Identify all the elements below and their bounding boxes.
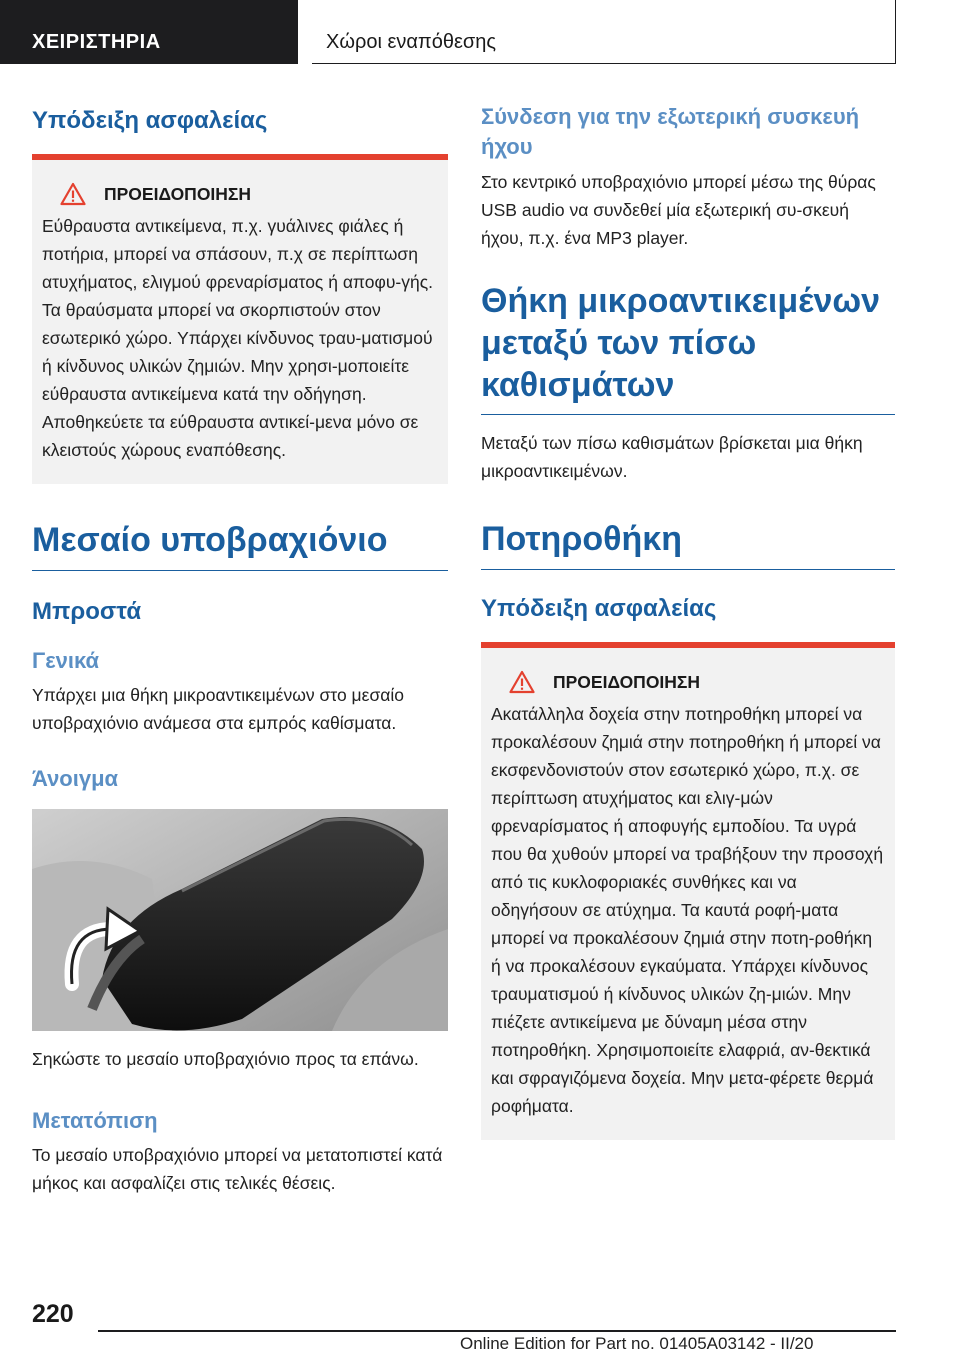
usb-heading: Σύνδεση για την εξωτερική συσκευή ήχου [481,104,860,159]
armrest-photo [32,809,448,1031]
opening-heading: Άνοιγμα [32,766,119,791]
warning-box-2 [481,648,895,1140]
footer-divider [98,1330,896,1332]
shift-heading: Μετατόπιση [32,1108,158,1133]
page-number: 220 [32,1300,74,1328]
cupholder-heading: Ποτηροθήκη [481,517,895,570]
warning-title [60,182,438,206]
left-column [32,96,448,1197]
warning-text-2: Ακατάλληλα δοχεία στην ποτηροθήκη μπορεί να προκαλέσουν ζημιά στην ποτηροθήκη ή μπορεί να εκσφενδονιστούν στον εσωτερικό χώρο, π.χ. σε περίπτωση ατυχήματος και ελιγ-μών φρεναρίσματος ή αποφυγής εμποδίου. Τα υγρά που θα χυθούν μπορεί να τραβήξουν την προσοχή από τις κυκλοφοριακές συνθήκες και να οδηγήσουν σε ατύχημα. Τα καυτά ροφή-ματα μπορεί να προκαλέσουν ζημιά στην ποτη-ροθήκη ή να προκαλέσουν εγκαύματα. Υπάρχει κίνδυνος τραυματισμού ή κίνδυνος υλικών ζη-μιών. Μην πιέζετε αντικείμενα με δύναμη μέσα στην ποτηροθήκη. Χρησιμοποιείτε ελαφριά, αν-θεκτικά και σφραγιζόμενα δοχεία. Μην μετα-φέρετε θερμά ροφήματα. [491,704,884,1116]
warning-title-text: ΠΡΟΕΙΔΟΠΟΙΗΣΗ [104,183,252,204]
shift-text: Το μεσαίο υποβραχιόνιο μπορεί να μετατοπιστεί κατά μήκος και ασφαλίζει στις τελικές θέσεις. [32,1145,443,1193]
warning-text: Εύθραυστα αντικείμενα, π.χ. γυάλινες φιάλες ή ποτήρια, μπορεί να σπάσουν, π.χ σε περίπτωση ατυχήματος, ελιγμού φρεναρίσματος ή αποφυ-γής. Τα θραύσματα μπορεί να σκορπιστούν στον εσωτερικό χώρο. Υπάρχει κίνδυνος τραυ-ματισμού ή κίνδυνος υλικών ζημιών. Μην χρησι-μοποιείτε εύθραυστα αντικείμενα κατά την οδήγηση. Αποθηκεύετε τα εύθραυστα αντικεί-μενα μόνο σε κλειστούς χώρους εναπόθεσης. [42,216,434,460]
footer-edition: Online Edition for Part no. 01405A03142 - II/20 [460,1334,814,1353]
safety-heading: Υπόδειξη ασφαλείας [32,107,268,134]
rear-storage-heading: Θήκη μικροαντικειμένων μεταξύ των πίσω καθισμάτων [481,280,895,415]
armrest-heading: Μεσαίο υποβραχιόνιο [32,518,448,571]
warning-triangle-icon [60,182,86,206]
warning-title-text-2: ΠΡΟΕΙΔΟΠΟΙΗΣΗ [553,671,701,692]
header-section-tab [0,0,298,64]
photo-caption: Σηκώστε το μεσαίο υποβραχιόνιο προς τα επάνω. [32,1049,419,1069]
general-text: Υπάρχει μια θήκη μικροαντικειμένων στο μεσαίο υποβραχιόνιο ανάμεσα στα εμπρός καθίσματα. [32,685,404,733]
header-section-label: ΧΕΙΡΙΣΤΗΡΙΑ [32,31,161,53]
warning-triangle-icon [509,670,535,694]
warning-box [32,160,448,484]
right-column [481,96,895,1140]
cupholder-safety-heading: Υπόδειξη ασφαλείας [481,595,717,622]
rear-storage-text: Μεταξύ των πίσω καθισμάτων βρίσκεται μια θήκη μικροαντικειμένων. [481,433,863,481]
header-chapter-tab [312,0,896,64]
header-chapter-label: Χώροι εναπόθεσης [326,31,496,53]
general-heading: Γενικά [32,648,100,673]
warning-title-2 [509,670,885,694]
usb-text: Στο κεντρικό υποβραχιόνιο μπορεί μέσω της θύρας USB audio να συνδεθεί μία εξωτερική συ-σκευή ήχου, π.χ. ένα MP3 player. [481,172,876,248]
front-heading: Μπροστά [32,598,142,625]
